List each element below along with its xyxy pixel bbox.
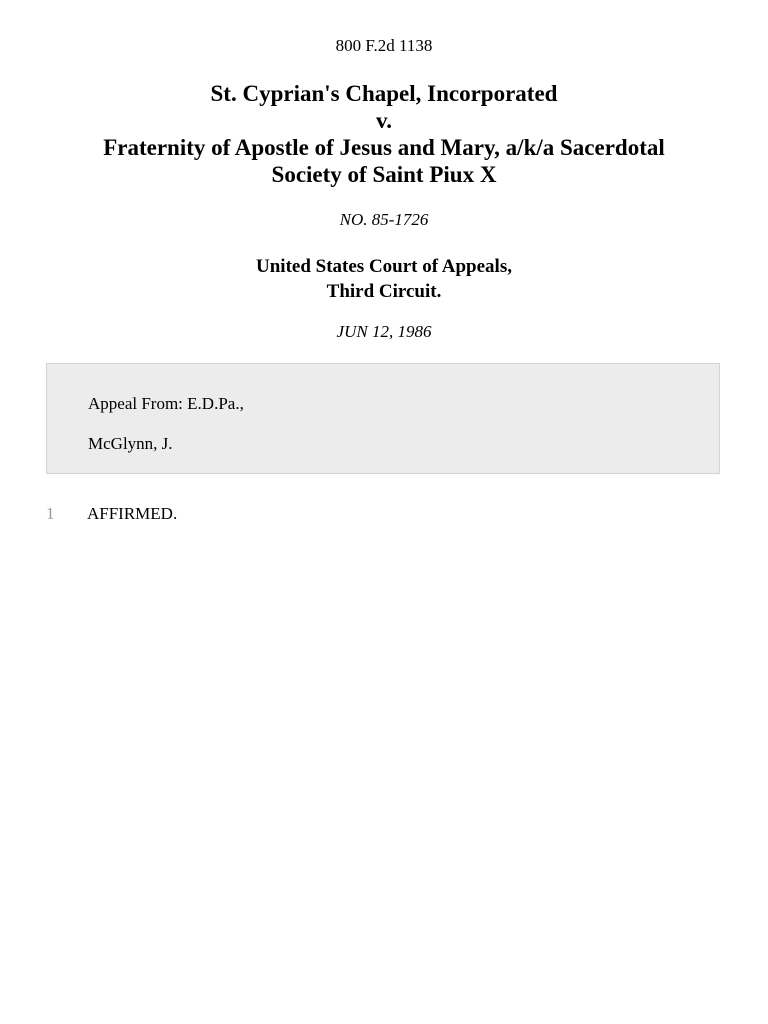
versus-label: v. bbox=[376, 108, 392, 133]
decision-date: JUN 12, 1986 bbox=[336, 322, 432, 341]
defendant-name-line1: Fraternity of Apostle of Jesus and Mary, a/k/a Sacerdotal bbox=[103, 135, 665, 160]
case-citation: 800 F.2d 1138 bbox=[335, 36, 433, 55]
plaintiff-name: St. Cyprian's Chapel, Incorporated bbox=[210, 81, 558, 106]
judge-name: McGlynn, J. bbox=[88, 434, 173, 453]
appeal-info-box bbox=[46, 363, 720, 474]
appeal-from: Appeal From: E.D.Pa., bbox=[88, 394, 244, 413]
court-name-line2: Third Circuit. bbox=[326, 281, 442, 302]
court-name bbox=[0, 254, 768, 304]
case-title bbox=[40, 80, 728, 188]
paragraph-number: 1 bbox=[46, 504, 55, 523]
defendant-name-line2: Society of Saint Piux X bbox=[271, 162, 497, 187]
court-name-line1: United States Court of Appeals, bbox=[256, 256, 512, 277]
paragraph-text: AFFIRMED. bbox=[87, 504, 178, 523]
docket-number: NO. 85-1726 bbox=[339, 210, 429, 229]
